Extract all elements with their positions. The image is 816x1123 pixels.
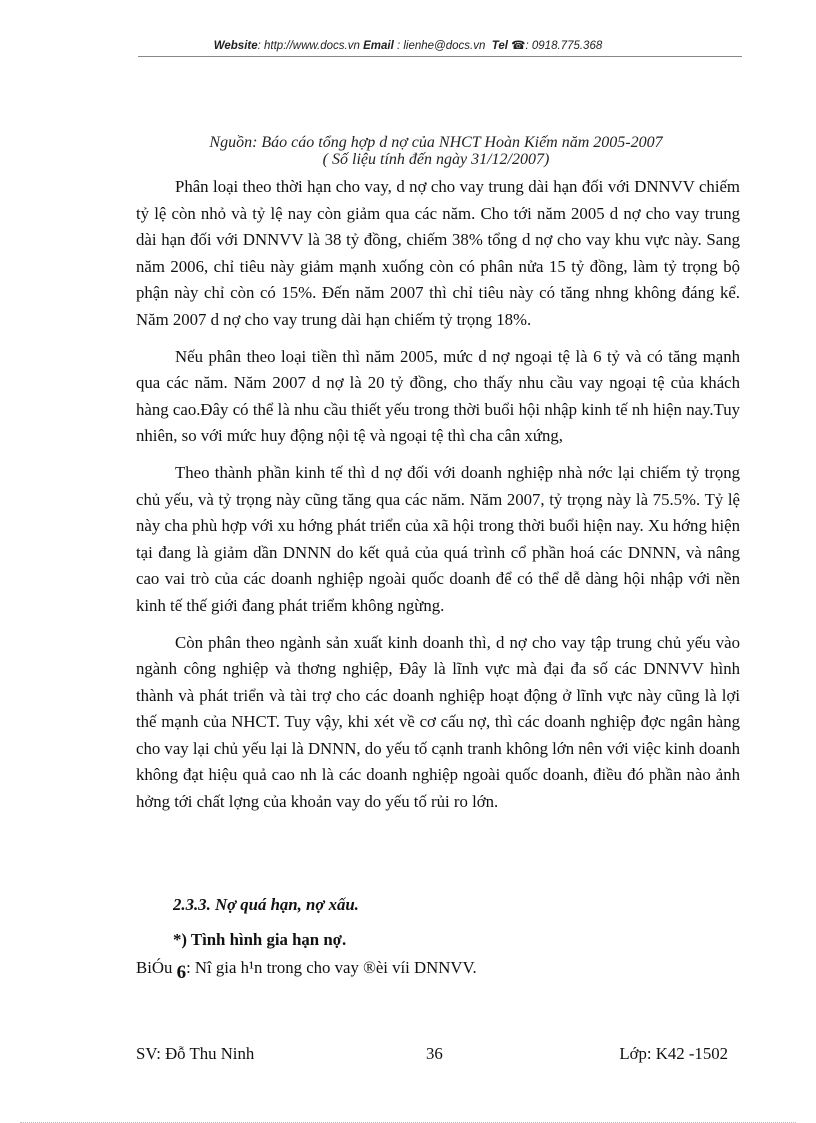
email-label: Email bbox=[363, 40, 394, 52]
footer-class: Lớp: K42 -1502 bbox=[619, 1044, 728, 1063]
source-line-2: ( Số liệu tính đến ngày 31/12/2007) bbox=[322, 151, 550, 168]
website-label: Website bbox=[213, 40, 258, 52]
paragraph-industry: Còn phân theo ngành sản xuất kinh doanh thì, d nợ cho vay tập trung chủ yếu vào ngành công nghiệp và thơng nghiệp, Đây là lĩnh vực mà đại đa số các DNNVV hình thành và phát triển và tài trợ cho các doanh nghiệp hoạt động ở lĩnh vực này cũng là lợi thế mạnh của NHCT. Tuy vậy, khi xét về cơ cấu nợ, thì các doanh nghiệp đợc ngân hàng cho vay lại chủ yếu lại là DNNN, do yếu tố cạnh tranh không lớn nên với việc kinh doanh không đạt hiệu quả cao nh là các doanh nghiệp ngoài quốc doanh, điều đó phần nào ảnh hởng tới chất lợng của khoản vay do yếu tố rủi ro lớn. bbox=[136, 632, 741, 812]
page-header bbox=[0, 38, 816, 52]
body-text bbox=[136, 174, 740, 826]
caption-number: 6 bbox=[176, 962, 187, 983]
website-value: : http://www.docs.vn bbox=[257, 40, 364, 52]
source-line-1: Nguồn: Báo cáo tổng hợp d nợ của NHCT Hoàn Kiếm năm 2005-2007 bbox=[209, 134, 663, 151]
tel-label: Tel bbox=[491, 40, 508, 52]
page-number: 36 bbox=[426, 1044, 443, 1063]
email-value: : lienhe@docs.vn bbox=[393, 40, 489, 52]
header-divider bbox=[138, 56, 742, 57]
subsection-heading: *) Tình hình gia hạn nợ. bbox=[173, 930, 347, 949]
tel-value: : 0918.775.368 bbox=[525, 40, 603, 52]
footer-student: SV: Đỗ Thu Ninh bbox=[136, 1044, 255, 1063]
paragraph-economic-sector: Theo thành phần kinh tế thì d nợ đối với doanh nghiệp nhà nớc lại chiếm tỷ trọng chủ yếu, và tỷ trọng này cũng tăng qua các năm. Năm 2007, tỷ trọng này là 75.5%. Tỷ lệ này cha phù hợp với xu hớng phát triển của xã hội trong thời buổi hiện nay. Xu hớng hiện tại đang là giảm dần DNNN do kết quả của quá trình cổ phần hoá các DNNN, và nâng cao vai trò của các doanh nghiệp ngoài quốc doanh để có thể dễ dàng hội nhập với nền kinh tế thế giới đang phát triểm không ngừng. bbox=[136, 462, 740, 615]
section-heading: 2.3.3. Nợ quá hạn, nợ xấu. bbox=[173, 895, 359, 914]
caption-prefix: BiÓu bbox=[136, 958, 177, 977]
source-note bbox=[138, 134, 734, 168]
caption-text: : Nî gia h¹n trong cho vay ®èi víi DNNVV. bbox=[186, 958, 477, 977]
table-caption bbox=[136, 957, 477, 983]
phone-icon: ☎ bbox=[511, 40, 526, 52]
paragraph-currency: Nếu phân theo loại tiền thì năm 2005, mức d nợ ngoại tệ là 6 tỷ và có tăng mạnh qua các năm. Năm 2007 d nợ là 20 tỷ đồng, cho thấy nhu cầu vay ngoại tệ của khách hàng cao.Đây có thể là nhu cầu thiết yếu trong thời buổi hội nhập kinh tế nh hiện nay.Tuy nhiên, so với mức huy động nội tệ và ngoại tệ thì cha cân xứng, bbox=[136, 346, 740, 446]
paragraph-loan-term: Phân loại theo thời hạn cho vay, d nợ cho vay trung dài hạn đối với DNNVV chiếm tỷ lệ còn nhỏ và tỷ lệ nay còn giảm qua các năm. Cho tới năm 2005 d nợ cho vay trung dài hạn đối với DNNVV là 38 tỷ đồng, chiếm 38% tổng d nợ cho vay khu vực này. Sang năm 2006, chỉ tiêu này giảm mạnh xuống còn có phân nửa 15 tỷ đồng, làm tỷ trọng bộ phận này chỉ còn có 15%. Đến năm 2007 thì chỉ tiêu này có tăng nhng không đáng kể. Năm 2007 d nợ cho vay trung dài hạn chiếm tỷ trọng 18%. bbox=[136, 177, 740, 329]
